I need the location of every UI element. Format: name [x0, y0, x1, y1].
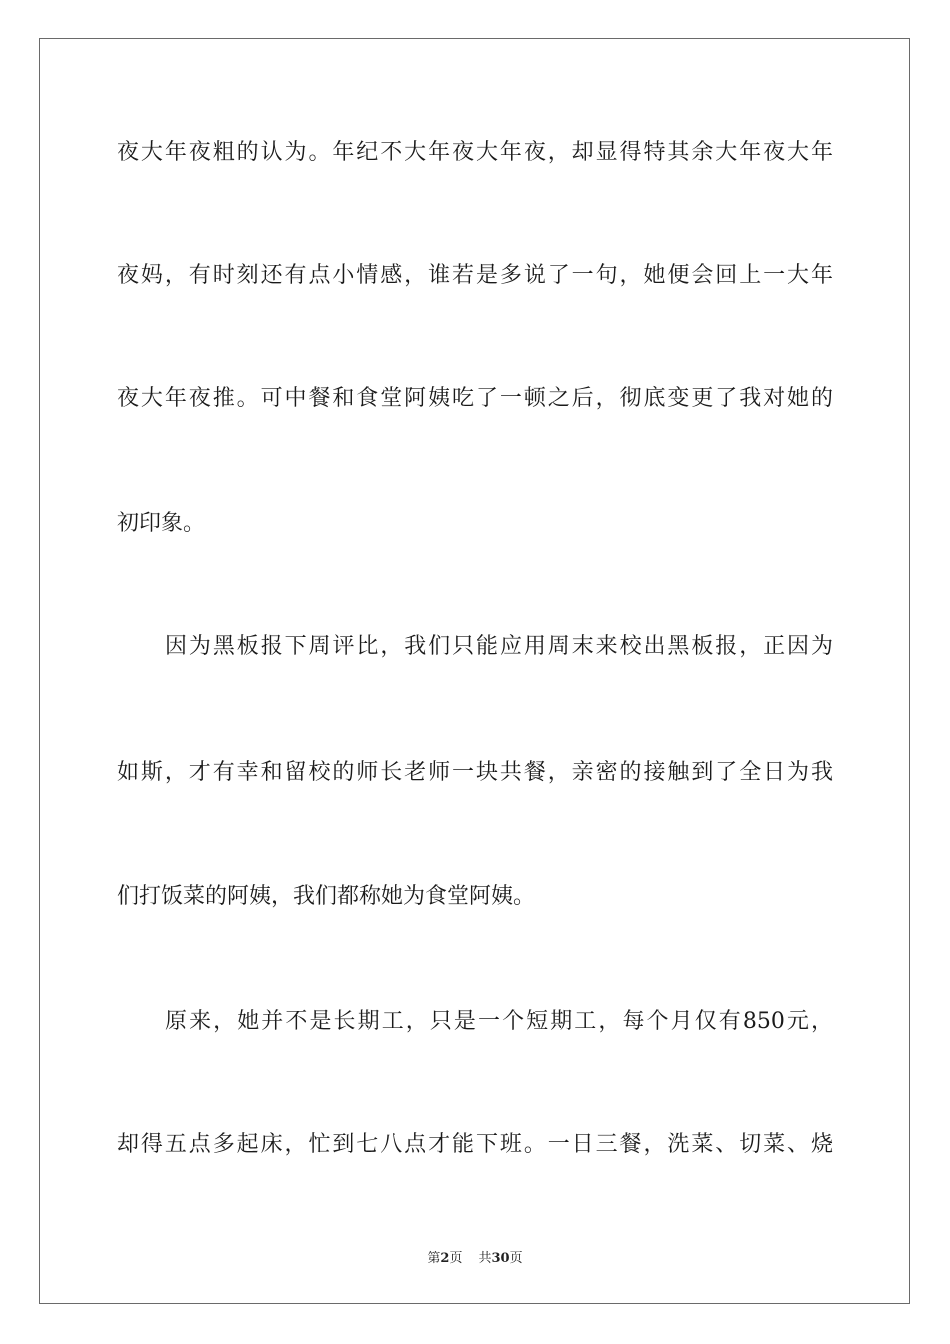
- text-line-9: 却得五点多起床，忙到七八点才能下班。一日三餐，洗菜、切菜、烧: [117, 1132, 833, 1157]
- page-number: 2: [440, 1251, 450, 1266]
- page-prefix: 第: [427, 1251, 441, 1266]
- text-line-8: 原来，她并不是长期工，只是一个短期工，每个月仅有850元，: [165, 1009, 833, 1034]
- text-line-6: 如斯，才有幸和留校的师长老师一块共餐，亲密的接触到了全日为我: [117, 760, 833, 785]
- page-border: [39, 38, 910, 1304]
- page-total: 30: [491, 1251, 510, 1266]
- text-line-7: 们打饭菜的阿姨，我们都称她为食堂阿姨。: [117, 884, 536, 909]
- total-prefix: 共: [478, 1251, 492, 1266]
- text-line-4: 初印象。: [117, 511, 206, 536]
- text-line-1: 夜大年夜粗的认为。年纪不大年夜大年夜，却显得特其余大年夜大年: [117, 140, 833, 165]
- text-line-3: 夜大年夜推。可中餐和食堂阿姨吃了一顿之后，彻底变更了我对她的: [117, 386, 833, 411]
- total-suffix: 页: [509, 1251, 523, 1266]
- text-line-5: 因为黑板报下周评比，我们只能应用周末来校出黑板报，正因为: [165, 634, 833, 659]
- text-line-2: 夜妈，有时刻还有点小情感，谁若是多说了一句，她便会回上一大年: [117, 263, 833, 288]
- page-footer: [0, 1247, 950, 1266]
- page-suffix: 页: [449, 1251, 463, 1266]
